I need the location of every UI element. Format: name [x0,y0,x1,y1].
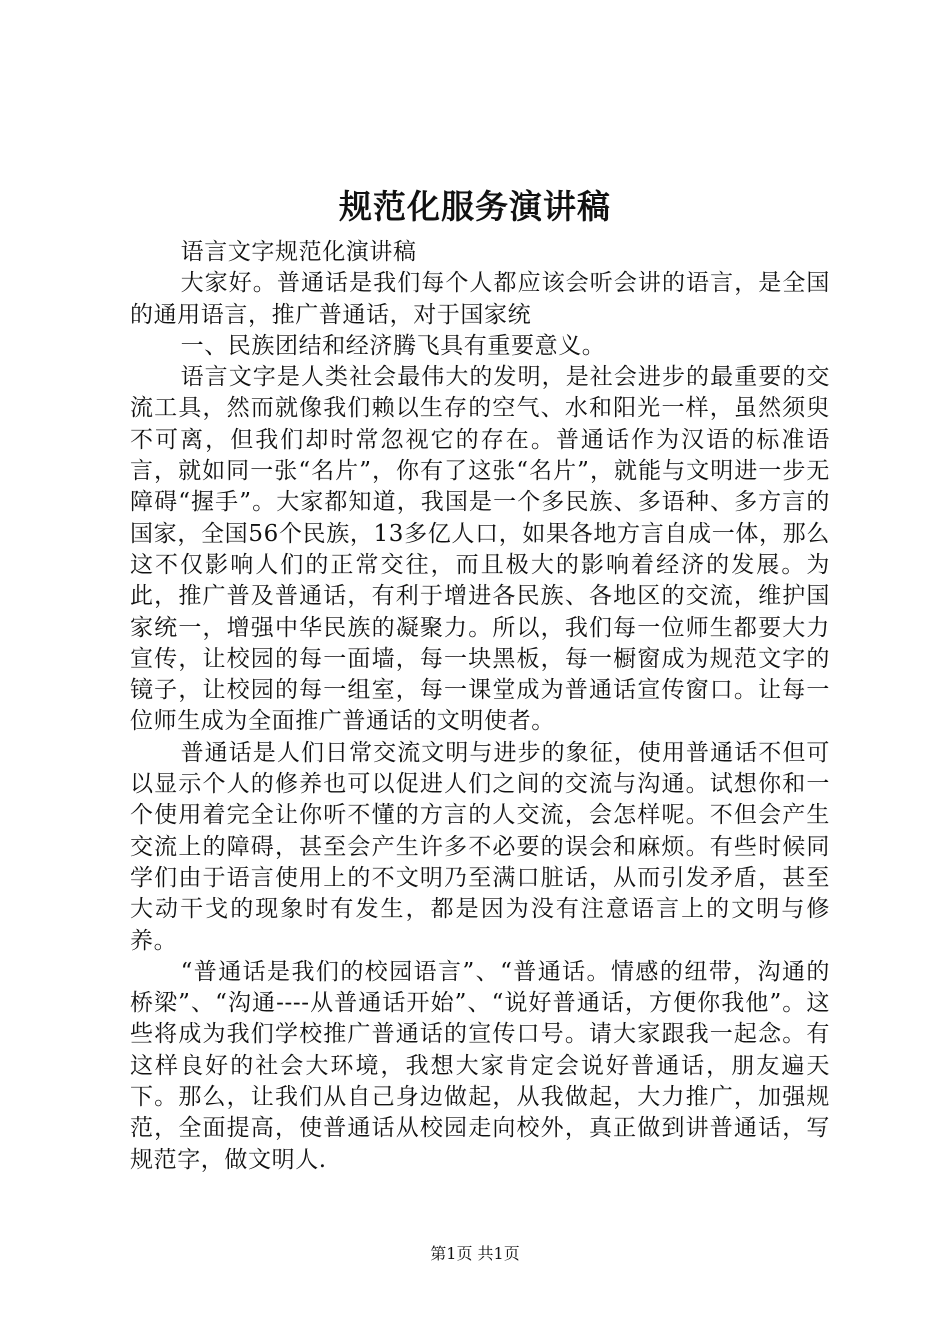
page-footer: 第1页 共1页 [430,1244,520,1263]
paragraph-language-invention: 语言文字是人类社会最伟大的发明，是社会进步的最重要的交流工具，然而就像我们赖以生存的空气、水和阳光一样，虽然须臾不可离，但我们却时常忽视它的存在。普通话作为汉语的标准语言，就如同一张“名片”，你有了这张“名片”，就能与文明进一步无障碍“握手”。大家都知道，我国是一个多民族、多语种、多方言的国家，全国56个民族，13多亿人口，如果各地方言自成一体，那么这不仅影响人们的正常交往，而且极大的影响着经济的发展。为此，推广普及普通话，有利于增进各民族、各地区的交流，维护国家统一，增强中华民族的凝聚力。所以，我们每一位师生都要大力宣传，让校园的每一面墙，每一块黑板，每一橱窗成为规范文字的镜子，让校园的每一组室，每一课堂成为普通话宣传窗口。让每一位师生成为全面推广普通话的文明使者。 [130,364,830,735]
paragraph-significance: 一、民族团结和经济腾飞具有重要意义。 [180,332,606,359]
page-title: 规范化服务演讲稿 [339,187,611,226]
paragraph-slogans: “普通话是我们的校园语言”、“普通话。情感的纽带，沟通的桥梁”、“沟通----从普通话开始”、“说好普通话，方便你我他”。这些将成为我们学校推广普通话的宣传口号。请大家跟我一起念。有这样良好的社会大环境，我想大家肯定会说好普通话，朋友遍天下。那么，让我们从自己身边做起，从我做起，大力推广，加强规范，全面提高，使普通话从校园走向校外，真正做到讲普通话，写规范字，做文明人. [130,958,830,1173]
document-body [130,237,830,1176]
paragraph-subtitle: 语言文字规范化演讲稿 [180,239,417,265]
paragraph-civility: 普通话是人们日常交流文明与进步的象征，使用普通话不但可以显示个人的修养也可以促进人们之间的交流与沟通。试想你和一个使用着完全让你听不懂的方言的人交流，会怎样呢。不但会产生交流上的障碍，甚至会产生许多不必要的误会和麻烦。有些时候同学们由于语言使用上的不文明乃至满口脏话，从而引发矛盾，甚至大动干戈的现象时有发生，都是因为没有注意语言上的文明与修养。 [130,739,830,954]
paragraph-greeting: 大家好。普通话是我们每个人都应该会听会讲的语言，是全国的通用语言，推广普通话，对于国家统 [130,270,830,328]
